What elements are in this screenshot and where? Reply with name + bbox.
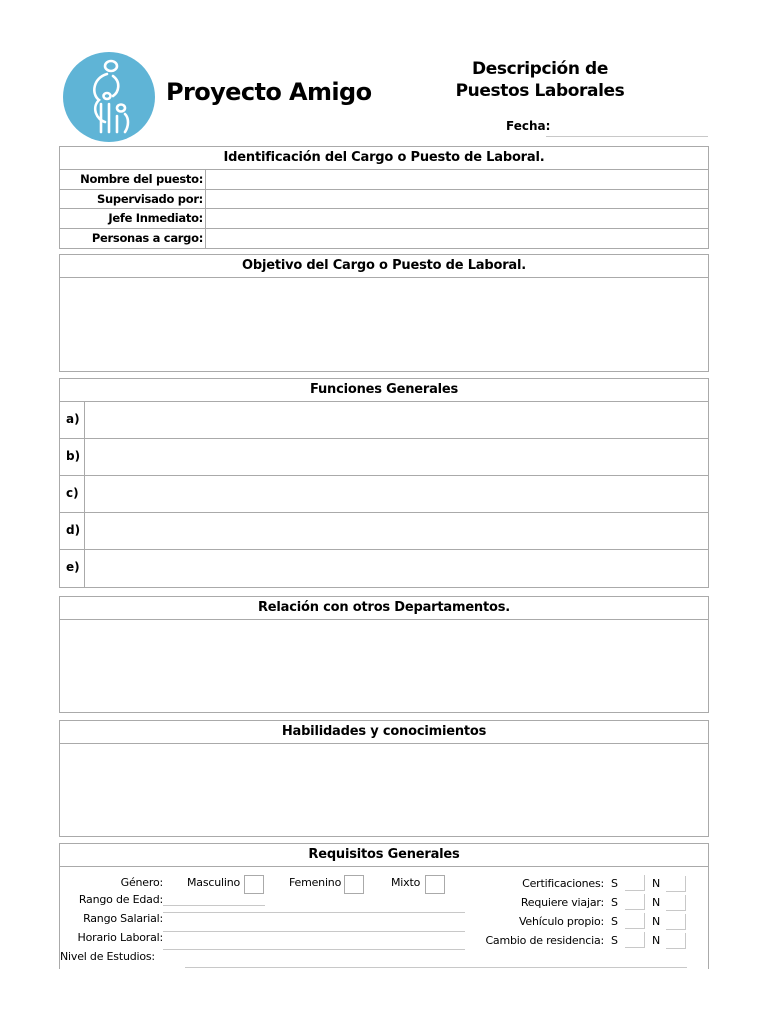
funcion-letter: a) [60, 402, 85, 438]
funcion-letter: e) [60, 550, 85, 587]
list-item [60, 550, 708, 587]
viajar-s: S [611, 896, 618, 909]
brand-name: Proyecto Amigo [166, 78, 372, 106]
personas-field[interactable] [206, 229, 708, 249]
funcion-letter: d) [60, 513, 85, 549]
relacion-field[interactable] [60, 620, 708, 712]
viajar-n: N [652, 896, 661, 909]
relacion-title: Relación con otros Departamentos. [60, 597, 708, 620]
funcion-a-field[interactable] [85, 402, 708, 438]
vehiculo-s: S [611, 915, 618, 928]
table-row [60, 190, 708, 210]
requisitos-title: Requisitos Generales [60, 844, 708, 867]
list-item [60, 402, 708, 439]
table-row [60, 229, 708, 249]
certificaciones-label: Certificaciones: [522, 877, 604, 890]
residencia-s-field[interactable] [625, 932, 645, 948]
logo [63, 52, 155, 142]
identificacion-title: Identificación del Cargo o Puesto de Laboral. [60, 147, 708, 170]
objetivo-field[interactable] [60, 278, 708, 371]
document-title: Descripción de Puestos Laborales [455, 59, 625, 101]
viajar-n-field[interactable] [666, 895, 686, 911]
certificaciones-s-field[interactable] [625, 875, 645, 891]
funcion-e-field[interactable] [85, 550, 708, 587]
funciones-title: Funciones Generales [60, 379, 708, 402]
objetivo-section [59, 254, 709, 372]
femenino-label: Femenino [289, 876, 342, 889]
vehiculo-n: N [652, 915, 661, 928]
vehiculo-n-field[interactable] [666, 914, 686, 930]
masculino-label: Masculino [187, 876, 240, 889]
masculino-checkbox[interactable] [244, 875, 264, 894]
habilidades-field[interactable] [60, 744, 708, 836]
viajar-s-field[interactable] [625, 894, 645, 910]
certificaciones-s: S [611, 877, 618, 890]
nivel-estudios-field[interactable] [185, 955, 687, 968]
list-item [60, 476, 708, 513]
nivel-estudios-label: Nivel de Estudios: [60, 950, 155, 963]
funcion-d-field[interactable] [85, 513, 708, 549]
funcion-letter: c) [60, 476, 85, 512]
fecha-label: Fecha: [506, 119, 551, 133]
residencia-n-field[interactable] [666, 933, 686, 949]
residencia-s: S [611, 934, 618, 947]
list-item [60, 439, 708, 476]
rango-salarial-label: Rango Salarial: [83, 912, 163, 925]
list-item [60, 513, 708, 550]
jefe-field[interactable] [206, 209, 708, 228]
supervisado-field[interactable] [206, 190, 708, 209]
certificaciones-n-field[interactable] [666, 876, 686, 892]
viajar-label: Requiere viajar: [520, 896, 604, 909]
funcion-letter: b) [60, 439, 85, 475]
funciones-section [59, 378, 709, 588]
genero-label: Género: [120, 876, 163, 889]
jefe-label: Jefe Inmediato: [60, 209, 206, 228]
horario-field[interactable] [163, 918, 465, 932]
supervisado-label: Supervisado por: [60, 190, 206, 209]
horario-field-line[interactable] [163, 936, 465, 950]
funcion-b-field[interactable] [85, 439, 708, 475]
certificaciones-n: N [652, 877, 661, 890]
fecha-field[interactable] [546, 136, 708, 137]
horario-label: Horario Laboral: [77, 931, 163, 944]
nombre-puesto-field[interactable] [206, 170, 708, 189]
personas-label: Personas a cargo: [60, 229, 206, 249]
habilidades-title: Habilidades y conocimientos [60, 721, 708, 744]
vehiculo-s-field[interactable] [625, 913, 645, 929]
relacion-section [59, 596, 709, 713]
residencia-label: Cambio de residencia: [485, 934, 604, 947]
rango-salarial-field[interactable] [163, 900, 465, 913]
mixto-checkbox[interactable] [425, 875, 445, 894]
funcion-c-field[interactable] [85, 476, 708, 512]
nombre-puesto-label: Nombre del puesto: [60, 170, 206, 189]
rango-edad-label: Rango de Edad: [78, 893, 163, 906]
table-row [60, 170, 708, 190]
vehiculo-label: Vehículo propio: [518, 915, 604, 928]
identificacion-section [59, 146, 709, 249]
family-logo-icon [63, 52, 155, 142]
mixto-label: Mixto [391, 876, 421, 889]
objetivo-title: Objetivo del Cargo o Puesto de Laboral. [60, 255, 708, 278]
table-row [60, 209, 708, 229]
residencia-n: N [652, 934, 661, 947]
habilidades-section [59, 720, 709, 837]
femenino-checkbox[interactable] [344, 875, 364, 894]
